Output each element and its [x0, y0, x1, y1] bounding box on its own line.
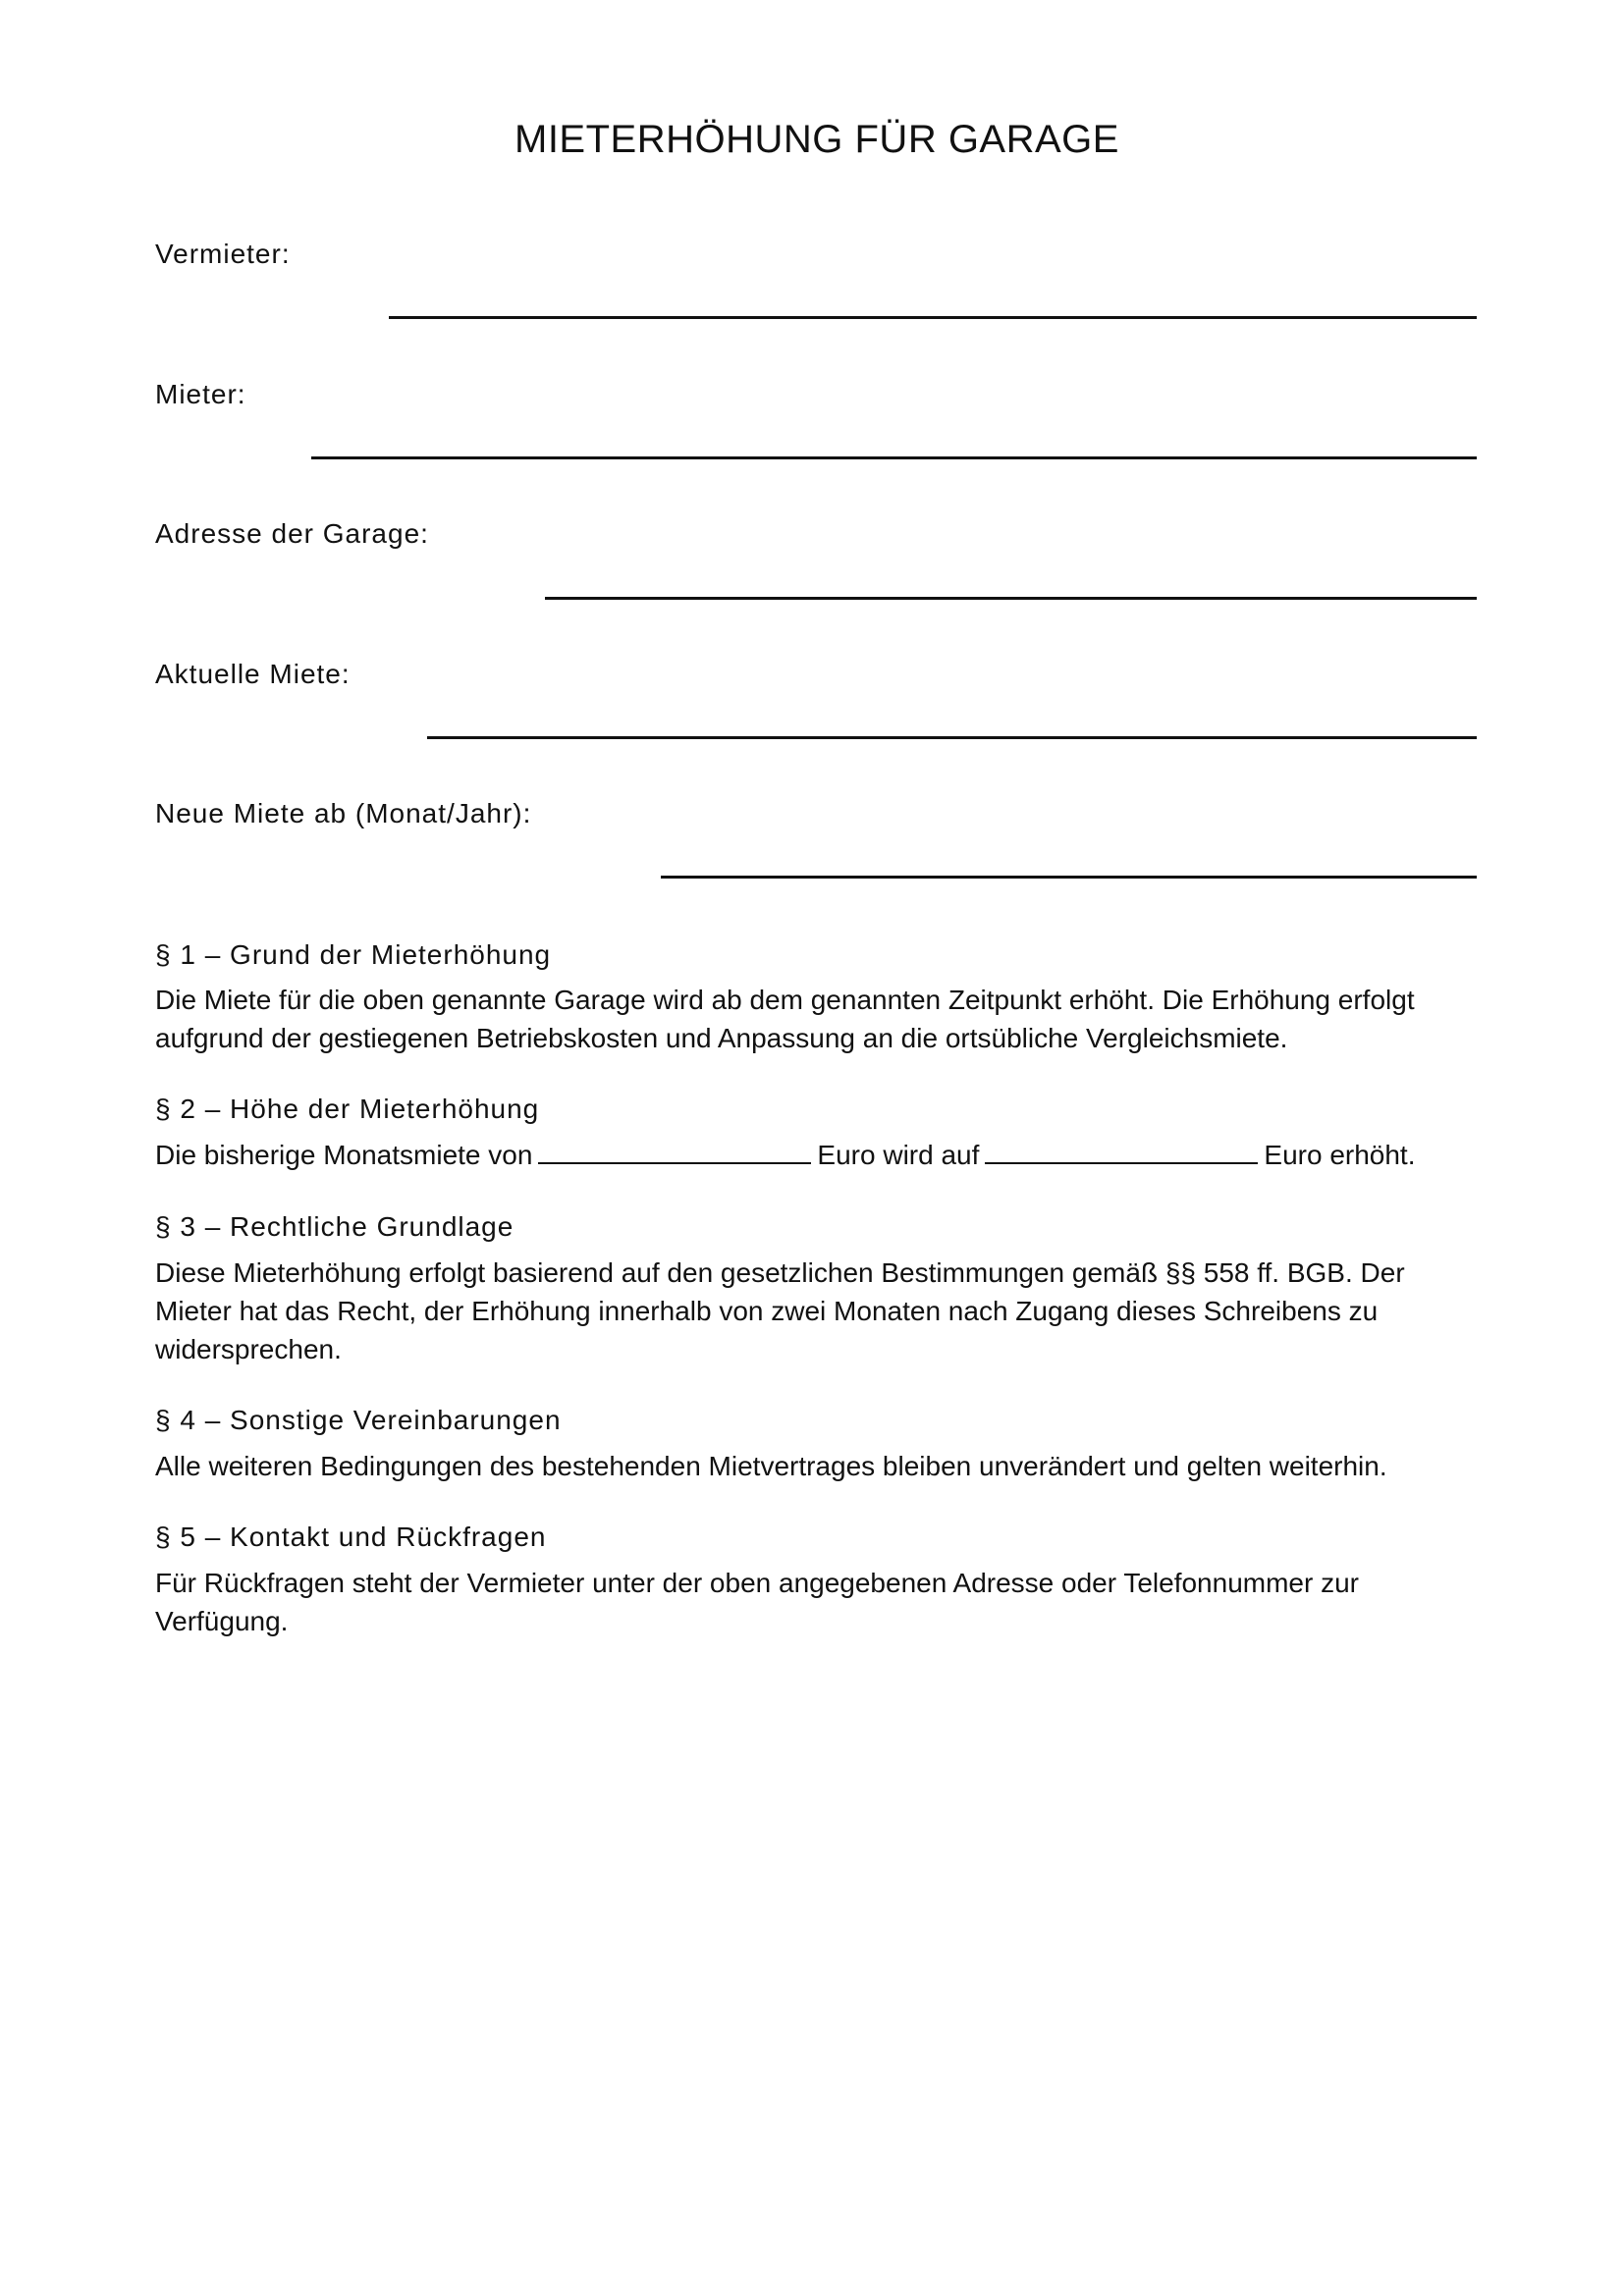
new-rent-date-label: Neue Miete ab (Monat/Jahr): — [155, 798, 532, 828]
section-5-heading: § 5 – Kontakt und Rückfragen — [155, 1522, 547, 1552]
section-2-text-part2: Euro wird auf — [817, 1140, 980, 1170]
section-2-heading: § 2 – Höhe der Mieterhöhung — [155, 1094, 540, 1124]
document-title: MIETERHÖHUNG FÜR GARAGE — [514, 118, 1119, 161]
new-rent-date-input-line[interactable] — [661, 876, 1477, 879]
section-2-body — [155, 1136, 1471, 1174]
landlord-input-line[interactable] — [389, 316, 1477, 319]
tenant-label: Mieter: — [155, 379, 246, 409]
section-3-body: Diese Mieterhöhung erfolgt basierend auf den gesetzlichen Bestimmungen gemäß §§ 558 ff. BGB. Der Mieter hat das Recht, der Erhöhung innerhalb von zwei Monaten nach Zugang dieses Schreibens zu widersprechen. — [155, 1257, 1405, 1364]
old-rent-blank[interactable] — [538, 1139, 811, 1164]
garage-address-input-line[interactable] — [545, 597, 1477, 600]
new-rent-blank[interactable] — [985, 1139, 1258, 1164]
current-rent-input-line[interactable] — [427, 736, 1477, 739]
section-1-heading: § 1 – Grund der Mieterhöhung — [155, 939, 552, 970]
tenant-input-line[interactable] — [311, 456, 1477, 459]
garage-address-label: Adresse der Garage: — [155, 518, 429, 549]
section-5-body: Für Rückfragen steht der Vermieter unter der oben angegebenen Adresse oder Telefonnummer zur Verfügung. — [155, 1568, 1359, 1636]
current-rent-label: Aktuelle Miete: — [155, 659, 351, 689]
section-4-body: Alle weiteren Bedingungen des bestehenden Mietvertrages bleiben unverändert und gelten weiterhin. — [155, 1451, 1387, 1481]
section-2-text-part3: Euro erhöht. — [1264, 1140, 1416, 1170]
section-4-heading: § 4 – Sonstige Vereinbarungen — [155, 1405, 562, 1435]
section-1-body: Die Miete für die oben genannte Garage wird ab dem genannten Zeitpunkt erhöht. Die Erhöhung erfolgt aufgrund der gestiegenen Betriebskosten und Anpassung an die ortsübliche Vergleichsmiete. — [155, 985, 1415, 1053]
section-2-text-part1: Die bisherige Monatsmiete von — [155, 1140, 533, 1170]
landlord-label: Vermieter: — [155, 239, 291, 269]
section-3-heading: § 3 – Rechtliche Grundlage — [155, 1211, 514, 1242]
